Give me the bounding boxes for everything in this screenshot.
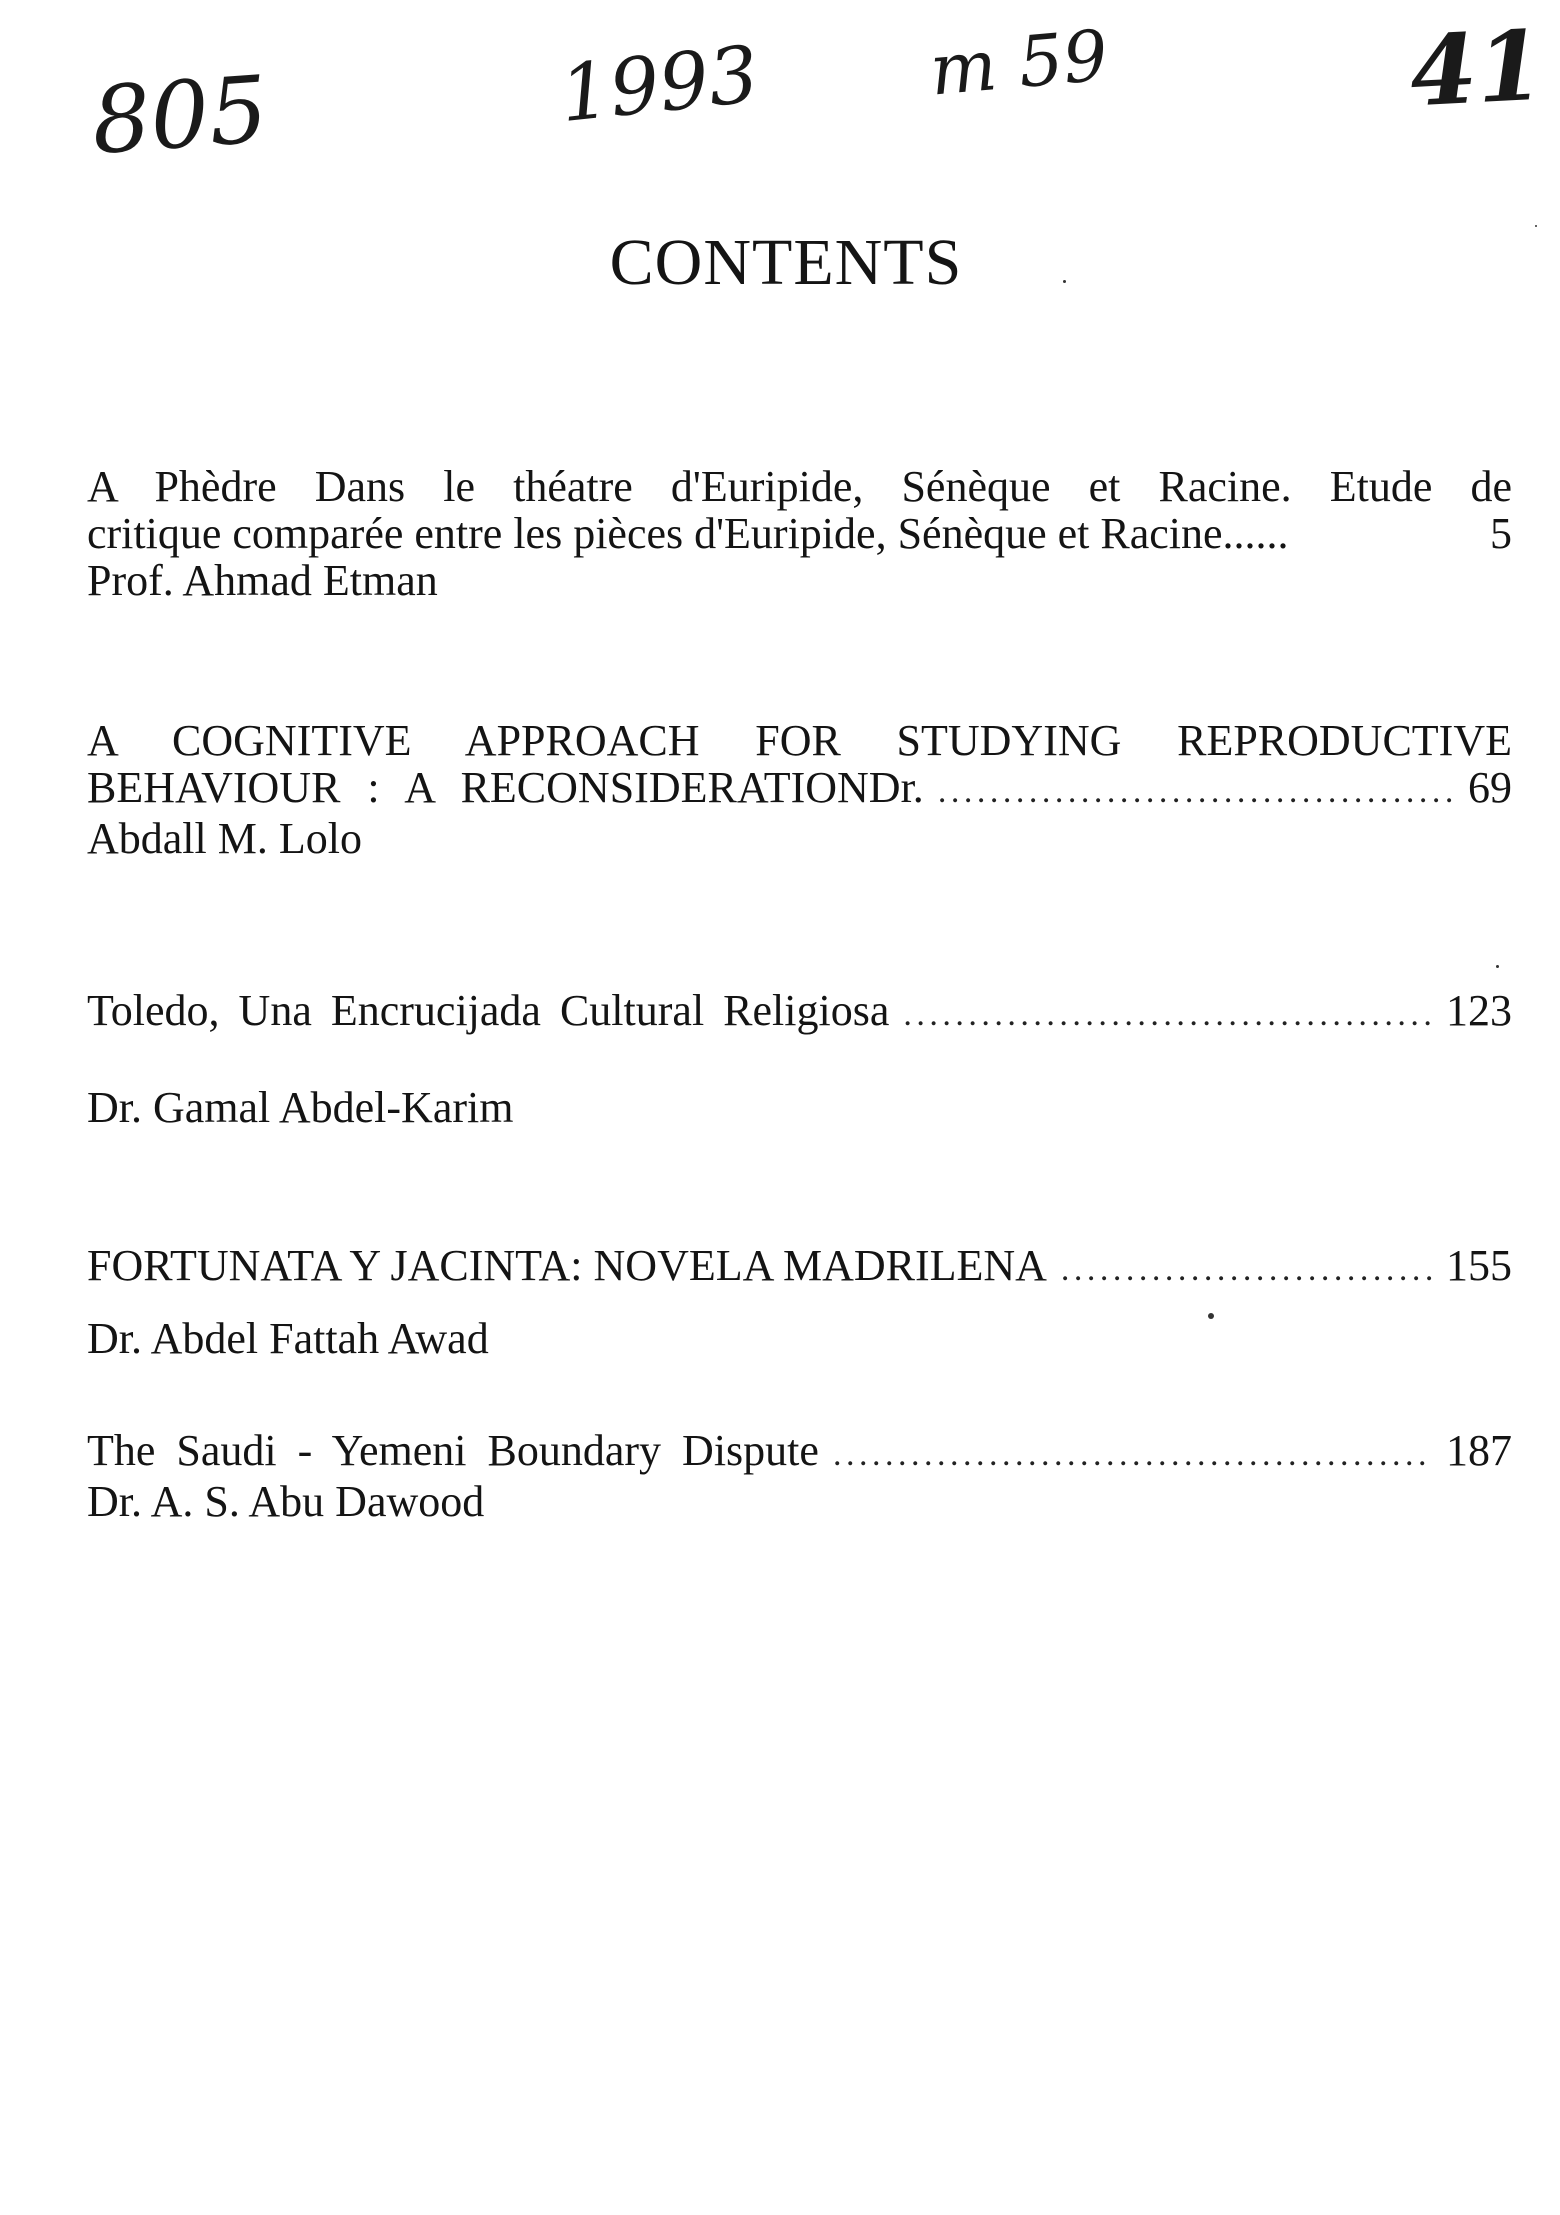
toc-entry-last-line [87,510,1512,557]
toc-page-number: 155 [1446,1241,1512,1290]
dot-leader [903,991,1432,1038]
toc-entry-title-line: critique comparée entre les pièces d'Euripide, Sénèque et Racine...... [87,509,1289,558]
toc-page-number: 5 [1490,509,1512,558]
toc-entry-author: Dr. Abdel Fattah Awad [87,1314,489,1363]
handwritten-note: 805 [88,56,272,175]
handwritten-note: 41 [1407,8,1547,129]
toc-entry-last-line [87,1427,1512,1478]
toc-entry [87,717,1512,862]
dot-leader [1061,1246,1432,1293]
toc-entry [87,1427,1512,1525]
toc-entry-last-line [87,987,1512,1038]
page-title [0,225,1560,301]
handwritten-note: 1993 [555,29,763,141]
toc-entry-last-line [87,764,1512,815]
toc-entry-author: Dr. Gamal Abdel-Karim [87,1083,514,1132]
toc-entry-title-line: Toledo, Una Encrucijada Cultural Religiosa [87,986,890,1035]
handwritten-note: m 59 [926,14,1111,112]
toc-entry [87,1242,1512,1362]
toc-entry-author: Prof. Ahmad Etman [87,556,438,605]
toc-entry-title-line: BEHAVIOUR : A RECONSIDERATIONDr. [87,763,924,812]
toc-page-number: 187 [1446,1426,1512,1475]
toc-page-number: 123 [1446,986,1512,1035]
dot-leader [833,1431,1432,1478]
toc-entry [87,987,1512,1131]
toc-entry-author: Abdall M. Lolo [87,814,362,863]
toc-entry-title-line: A Phèdre Dans le théatre d'Euripide, Sénèque et Racine. Etude de [87,462,1512,511]
toc-entry-author: Dr. A. S. Abu Dawood [87,1477,485,1526]
dot-leader [938,768,1454,815]
toc-entry-last-line [87,1242,1512,1293]
toc-page-number: 69 [1468,763,1512,812]
page-title-text: CONTENTS [609,226,963,299]
toc-entry [87,463,1512,604]
scan-speck [1063,280,1066,283]
toc-entry-title-line: FORTUNATA Y JACINTA: NOVELA MADRILENA [87,1241,1047,1290]
scan-speck [1208,1313,1214,1319]
toc-entry-title-line: The Saudi - Yemeni Boundary Dispute [87,1426,819,1475]
scan-speck [1535,225,1537,227]
scan-speck [1496,965,1499,968]
toc-entry-title-line: A COGNITIVE APPROACH FOR STUDYING REPRODUCTIVE [87,716,1512,765]
